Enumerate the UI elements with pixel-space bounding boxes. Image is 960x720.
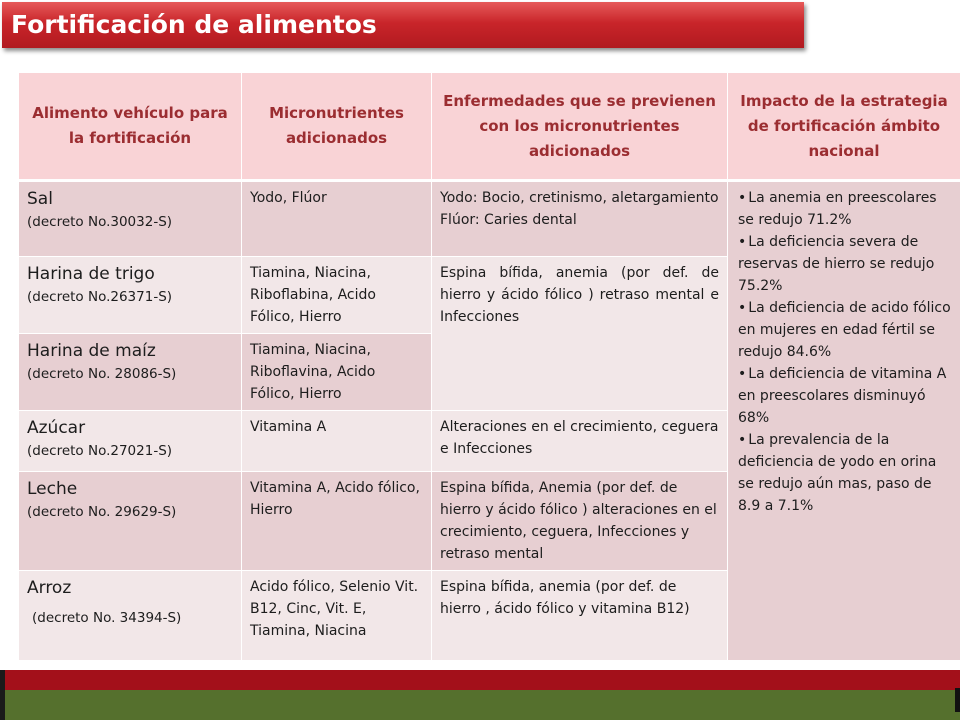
- food-cell: [19, 181, 242, 257]
- decree-number: (decreto No.26371-S): [27, 289, 173, 305]
- slide-title: Fortificación de alimentos: [2, 2, 804, 48]
- micronutrients-cell: Tiamina, Niacina, Riboflabina, Acido Fólico, Hierro: [242, 257, 432, 334]
- food-cell: [19, 257, 242, 334]
- diseases-cell: Espina bífida, anemia (por def. de hierro y ácido fólico ) retraso mental e Infecciones: [432, 257, 728, 411]
- diseases-cell: Yodo: Bocio, cretinismo, aletargamiento Flúor: Caries dental: [432, 181, 728, 257]
- header-diseases: Enfermedades que se previenen con los micronutrientes adicionados: [432, 73, 728, 181]
- food-name: Sal: [27, 189, 53, 209]
- micronutrients-cell: Vitamina A: [242, 411, 432, 472]
- food-name: Azúcar: [27, 418, 86, 438]
- table-row: [19, 181, 960, 257]
- header-impact: Impacto de la estrategia de fortificación ámbito nacional: [728, 73, 960, 181]
- food-name: Harina de trigo: [27, 264, 155, 284]
- footer-right-edge: [955, 688, 960, 712]
- fortification-table: [18, 72, 960, 661]
- diseases-cell: Espina bífida, Anemia (por def. de hierro y ácido fólico ) alteraciones en el crecimiento, ceguera, Infecciones y retraso mental: [432, 472, 728, 571]
- micronutrients-cell: Acido fólico, Selenio Vit. B12, Cinc, Vit. E, Tiamina, Niacina: [242, 571, 432, 661]
- decree-number: (decreto No.30032-S): [27, 214, 173, 230]
- food-cell: [19, 411, 242, 472]
- decree-number: (decreto No.27021-S): [27, 443, 173, 459]
- table-header-row: [19, 73, 960, 181]
- micronutrients-cell: Tiamina, Niacina, Riboflavina, Acido Fólico, Hierro: [242, 334, 432, 411]
- impact-item: • La deficiencia de acido fólico en mujeres en edad fértil se redujo 84.6%: [736, 297, 952, 363]
- diseases-cell: Alteraciones en el crecimiento, ceguera e Infecciones: [432, 411, 728, 472]
- impact-item: • La anemia en preescolares se redujo 71.2%: [736, 187, 952, 231]
- impact-item: • La prevalencia de la deficiencia de yodo en orina se redujo aún mas, paso de 8.9 a 7.1%: [736, 429, 952, 517]
- food-cell: [19, 571, 242, 661]
- food-name: Leche: [27, 479, 78, 499]
- decree-number: (decreto No. 34394-S): [32, 610, 182, 626]
- header-food-vehicle: Alimento vehículo para la fortificación: [19, 73, 242, 181]
- impact-item: • La deficiencia de vitamina A en preescolares disminuyó 68%: [736, 363, 952, 429]
- impact-item: • La deficiencia severa de reservas de hierro se redujo 75.2%: [736, 231, 952, 297]
- footer-left-edge: [0, 670, 5, 720]
- micronutrients-cell: Vitamina A, Acido fólico, Hierro: [242, 472, 432, 571]
- decree-number: (decreto No. 29629-S): [27, 504, 177, 520]
- food-name: Harina de maíz: [27, 341, 156, 361]
- decree-number: (decreto No. 28086-S): [27, 366, 177, 382]
- impact-cell: [728, 181, 960, 661]
- food-cell: [19, 334, 242, 411]
- diseases-cell: Espina bífida, anemia (por def. de hierro , ácido fólico y vitamina B12): [432, 571, 728, 661]
- impact-list: [736, 187, 952, 517]
- footer-red-band: [0, 670, 960, 690]
- micronutrients-cell: Yodo, Flúor: [242, 181, 432, 257]
- footer-green-band: [0, 690, 960, 720]
- food-name: Arroz: [27, 578, 72, 598]
- header-micronutrients: Micronutrientes adicionados: [242, 73, 432, 181]
- food-cell: [19, 472, 242, 571]
